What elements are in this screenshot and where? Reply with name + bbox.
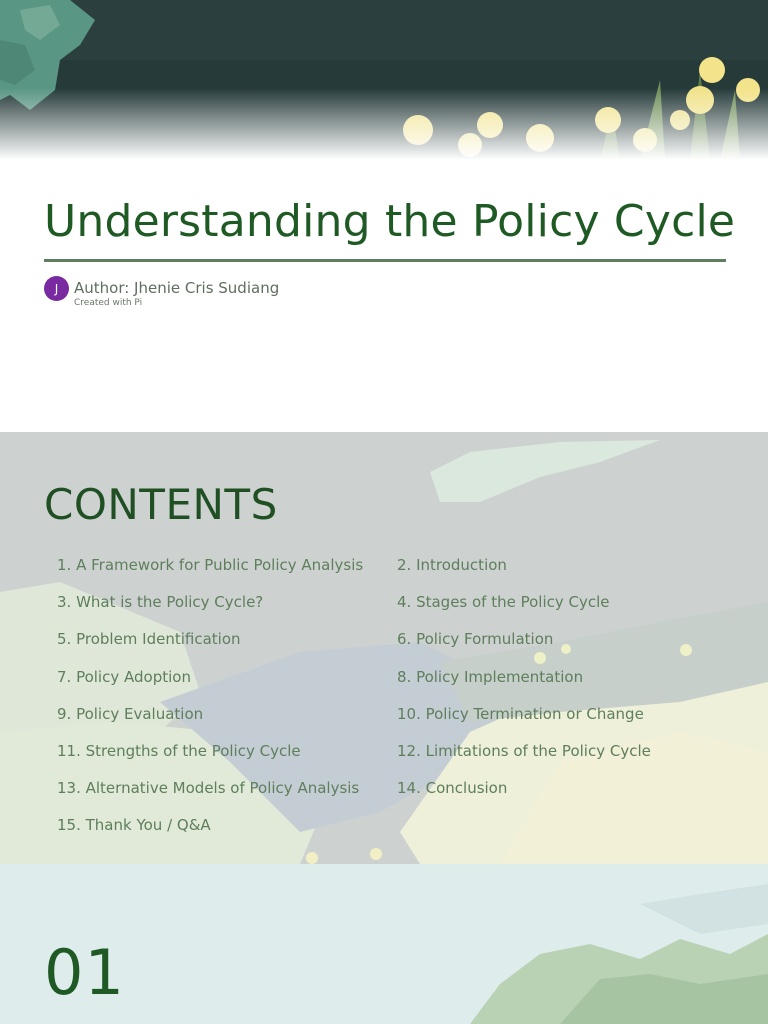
toc-item-3[interactable]: 3. What is the Policy Cycle? xyxy=(57,593,264,612)
contents-slide xyxy=(0,432,768,864)
toc-item-1[interactable]: 1. A Framework for Public Policy Analysis xyxy=(57,556,364,574)
title-divider xyxy=(44,259,726,262)
toc-item-12[interactable]: 12. Limitations of the Policy Cycle xyxy=(397,741,651,760)
toc-item-10[interactable]: 10. Policy Termination or Change xyxy=(397,704,644,723)
author-name: Author: Jhenie Cris Sudiang xyxy=(74,279,280,297)
toc-item-5[interactable]: 5. Problem Identification xyxy=(57,630,241,649)
toc-item-15[interactable]: 15. Thank You / Q&A xyxy=(57,816,211,835)
toc-item-6[interactable]: 6. Policy Formulation xyxy=(397,630,554,649)
avatar: J xyxy=(44,276,69,301)
toc-item-9[interactable]: 9. Policy Evaluation xyxy=(57,704,204,723)
section-number: 01 xyxy=(44,936,125,1009)
toc-item-8[interactable]: 8. Policy Implementation xyxy=(397,667,584,686)
section-slide xyxy=(0,864,768,1024)
title-slide xyxy=(0,0,768,432)
contents-heading: CONTENTS xyxy=(44,480,278,529)
toc-item-2[interactable]: 2. Introduction xyxy=(397,556,507,574)
created-with-label: Created with Pi xyxy=(74,298,143,308)
toc-item-13[interactable]: 13. Alternative Models of Policy Analysis xyxy=(57,779,360,798)
toc-item-7[interactable]: 7. Policy Adoption xyxy=(57,667,191,686)
toc-item-4[interactable]: 4. Stages of the Policy Cycle xyxy=(397,593,610,612)
table-of-contents xyxy=(57,554,747,852)
slide-title: Understanding the Policy Cycle xyxy=(44,196,736,247)
toc-item-11[interactable]: 11. Strengths of the Policy Cycle xyxy=(57,741,301,760)
toc-item-14[interactable]: 14. Conclusion xyxy=(397,779,508,798)
hero-banner-image xyxy=(0,0,768,160)
